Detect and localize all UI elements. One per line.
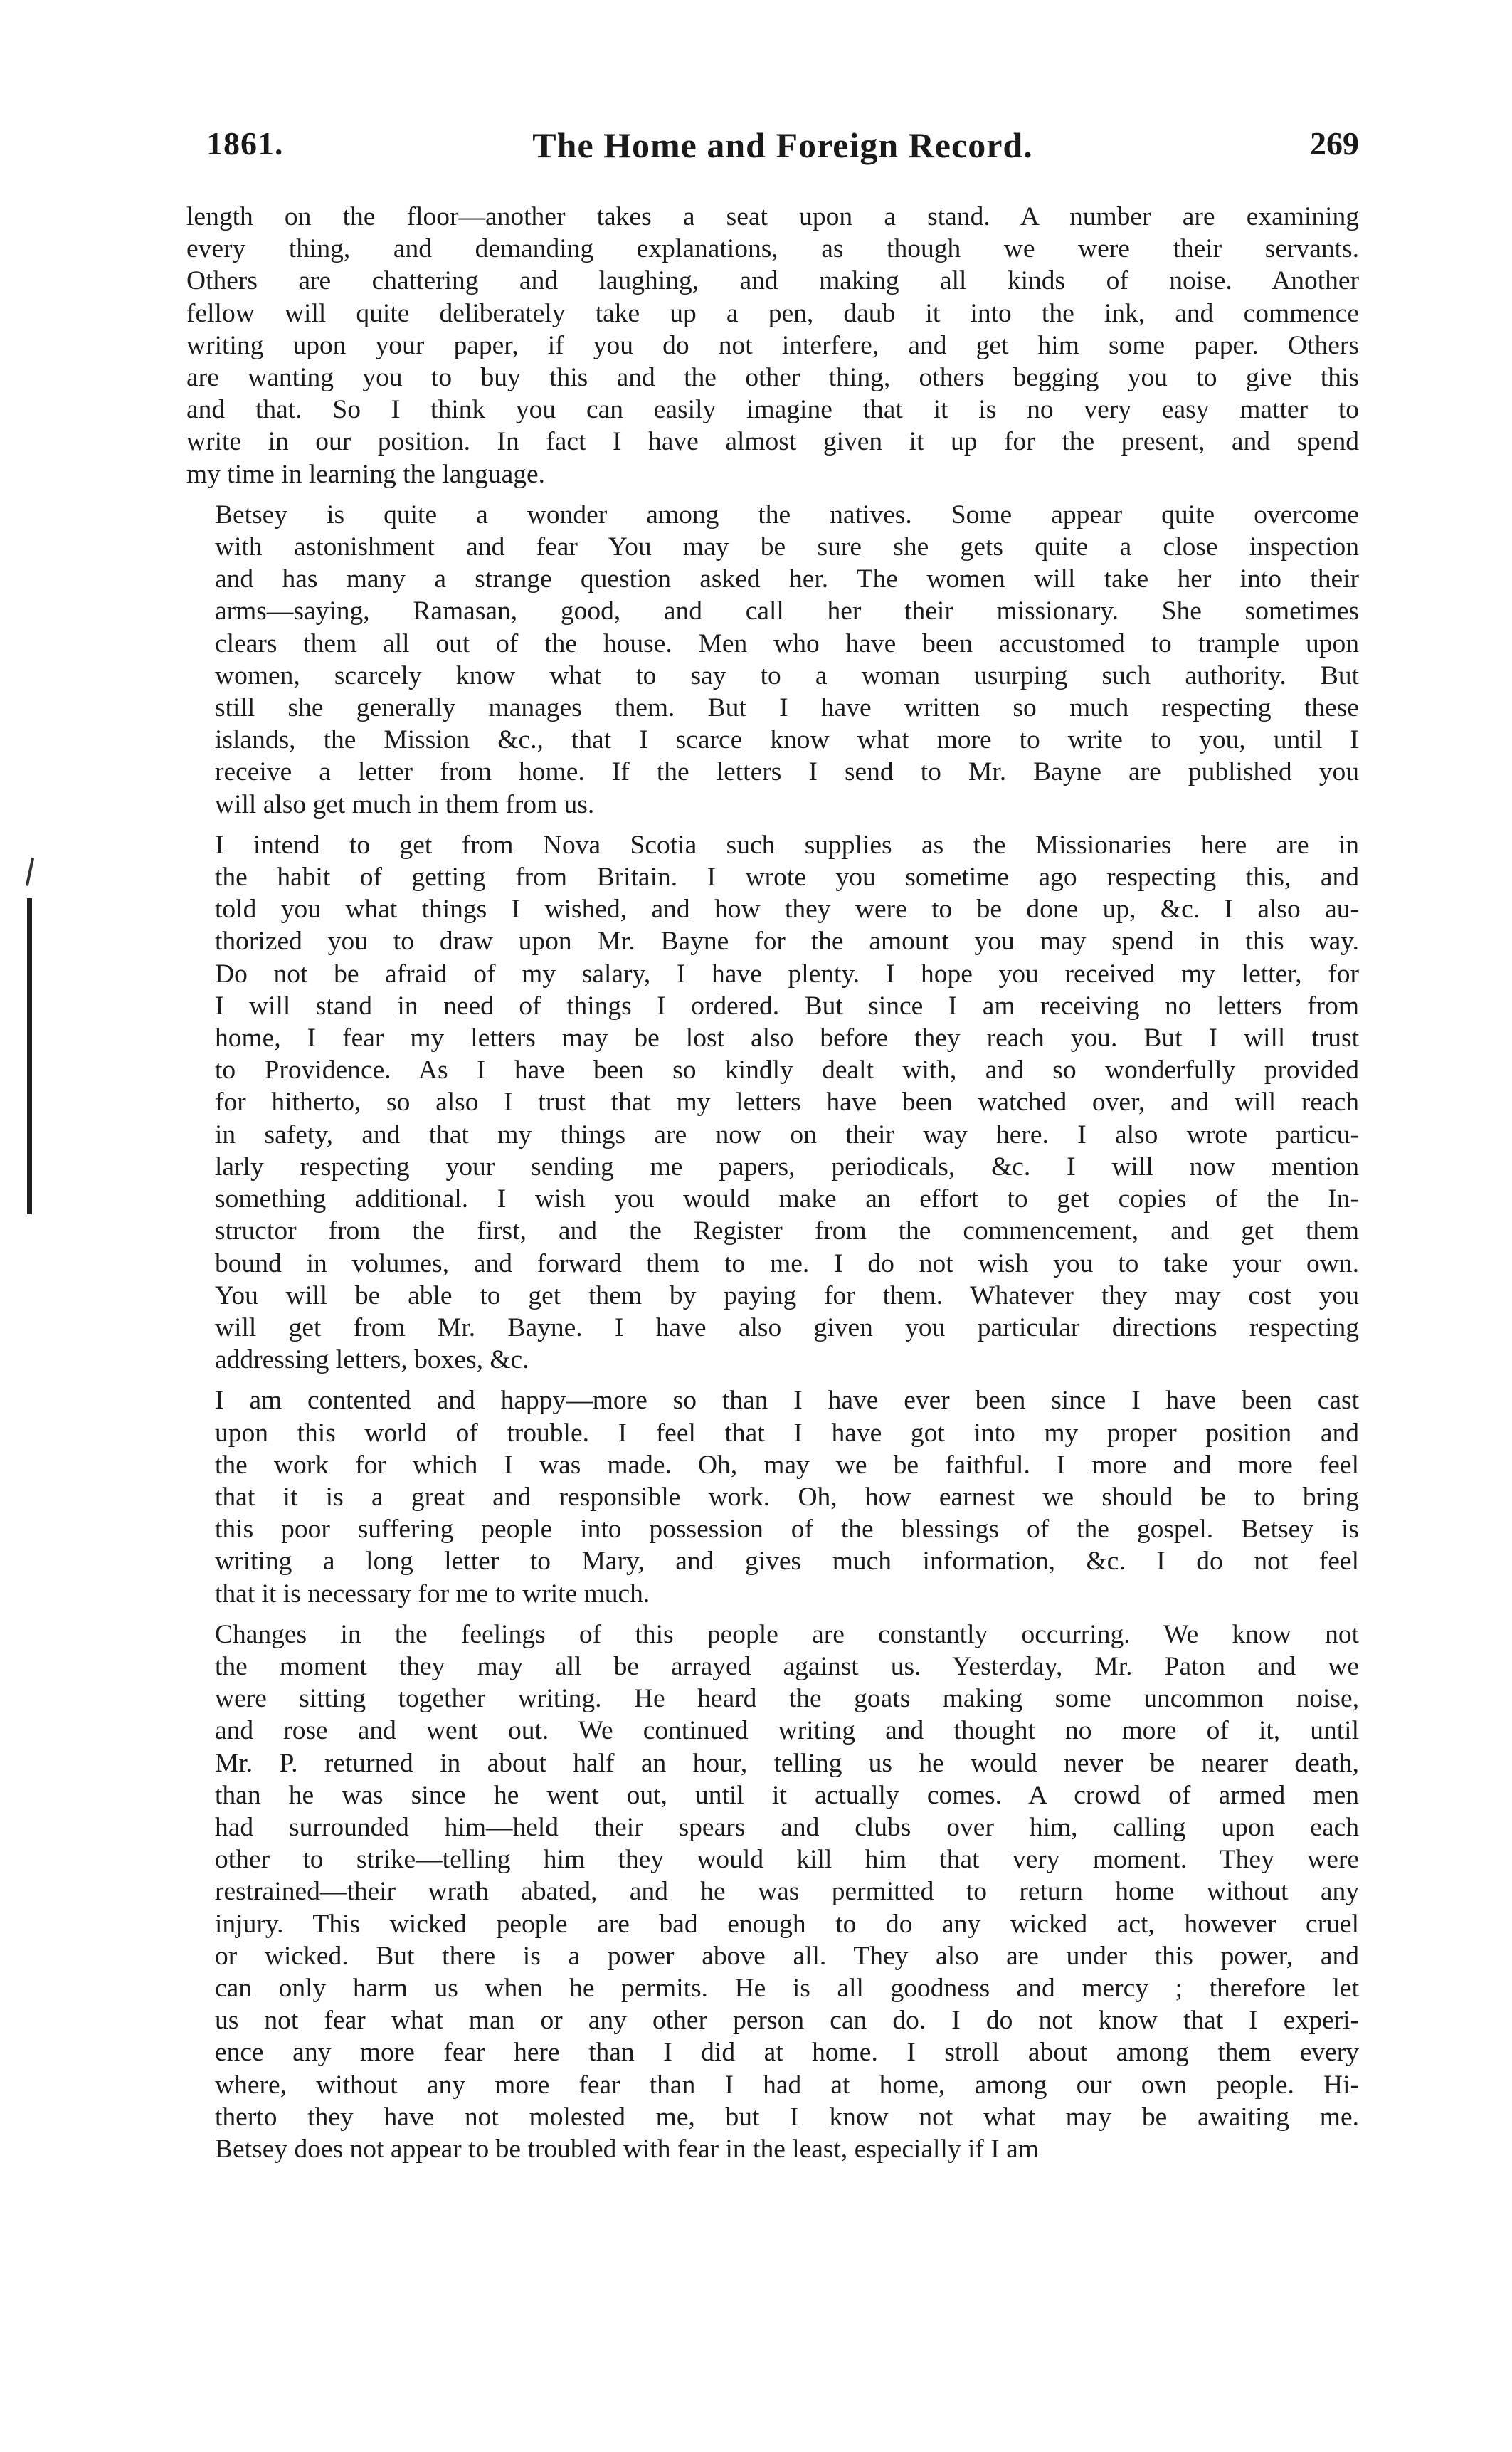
paragraph-p4 bbox=[186, 1384, 1359, 1609]
text-line: write in our position. In fact I have almost given it up for the present, and spend bbox=[186, 427, 1359, 457]
text-line: can only harm us when he permits. He is all goodness and mercy ; therefore let bbox=[215, 1973, 1359, 2003]
text-line: with astonishment and fear You may be sure she gets quite a close inspection bbox=[215, 532, 1359, 562]
paragraph-p3 bbox=[186, 829, 1359, 1376]
text-line: bound in volumes, and forward them to me. I do not wish you to take your own. bbox=[215, 1248, 1359, 1278]
text-line: Others are chattering and laughing, and making all kinds of noise. Another bbox=[186, 266, 1359, 296]
text-line: told you what things I wished, and how they were to be done up, &c. I also au- bbox=[215, 895, 1359, 925]
text-line: and that. So I think you can easily imagine that it is no very easy matter to bbox=[186, 395, 1359, 425]
text-line: other to strike—telling him they would kill him that very moment. They were bbox=[215, 1845, 1359, 1875]
text-line: something additional. I wish you would make an effort to get copies of the In- bbox=[215, 1184, 1359, 1214]
text-line: or wicked. But there is a power above all. They also are under this power, and bbox=[215, 1941, 1359, 1971]
text-line: length on the floor—another takes a seat upon a stand. A number are examining bbox=[186, 202, 1359, 231]
text-line: larly respecting your sending me papers, periodicals, &c. I will now mention bbox=[215, 1152, 1359, 1182]
journal-title: The Home and Foreign Record. bbox=[532, 125, 1033, 165]
text-line: than he was since he went out, until it actually comes. A crowd of armed men bbox=[215, 1780, 1359, 1810]
text-line: the habit of getting from Britain. I wrote you sometime ago respecting this, and bbox=[215, 863, 1359, 893]
text-line: had surrounded him—held their spears and clubs over him, calling upon each bbox=[215, 1812, 1359, 1842]
text-line: addressing letters, boxes, &c. bbox=[215, 1345, 529, 1375]
text-line: this poor suffering people into possession of the blessings of the gospel. Betsey is bbox=[215, 1515, 1359, 1545]
text-line: therto they have not molested me, but I know not what may be awaiting me. bbox=[215, 2102, 1359, 2132]
text-line: and has many a strange question asked her. The women will take her into their bbox=[215, 564, 1359, 594]
paragraph-p1 bbox=[186, 201, 1359, 490]
header-year: 1861. bbox=[206, 125, 284, 162]
text-line: clears them all out of the house. Men who have been accustomed to trample upon bbox=[215, 628, 1359, 658]
text-line: women, scarcely know what to say to a woman usurping such authority. But bbox=[215, 661, 1359, 690]
text-line: us not fear what man or any other person can do. I do not know that I experi- bbox=[215, 2006, 1359, 2036]
text-line: for hitherto, so also I trust that my letters have been watched over, and will reach bbox=[215, 1088, 1359, 1117]
text-line: structor from the first, and the Register from the commencement, and get them bbox=[215, 1216, 1359, 1246]
text-line: were sitting together writing. He heard the goats making some uncommon noise, bbox=[215, 1684, 1359, 1714]
text-line: receive a letter from home. If the letters I send to Mr. Bayne are published you bbox=[215, 757, 1359, 787]
text-line: my time in learning the language. bbox=[186, 459, 546, 489]
text-line: and rose and went out. We continued writing and thought no more of it, until bbox=[215, 1716, 1359, 1746]
text-line: upon this world of trouble. I feel that I have got into my proper position and bbox=[215, 1418, 1359, 1448]
text-line: are wanting you to buy this and the other thing, others begging you to give this bbox=[186, 363, 1359, 393]
text-line: the moment they may all be arrayed against us. Yesterday, Mr. Paton and we bbox=[215, 1651, 1359, 1681]
text-line: will also get much in them from us. bbox=[215, 789, 595, 819]
text-line: will get from Mr. Bayne. I have also given you particular directions respecting bbox=[215, 1312, 1359, 1342]
text-line: every thing, and demanding explanations, as though we were their servants. bbox=[186, 234, 1359, 264]
text-line: thorized you to draw upon Mr. Bayne for the amount you may spend in this way. bbox=[215, 927, 1359, 957]
text-line: ence any more fear here than I did at home. I stroll about among them every bbox=[215, 2038, 1359, 2068]
margin-mark bbox=[26, 858, 34, 886]
page-number: 269 bbox=[1310, 125, 1359, 162]
running-header bbox=[206, 125, 1359, 181]
text-line: restrained—their wrath abated, and he was permitted to return home without any bbox=[215, 1877, 1359, 1907]
text-line: in safety, and that my things are now on their way here. I also wrote particu- bbox=[215, 1120, 1359, 1149]
text-line: injury. This wicked people are bad enough to do any wicked act, however cruel bbox=[215, 1909, 1359, 1939]
text-line: writing a long letter to Mary, and gives much information, &c. I do not feel bbox=[215, 1547, 1359, 1577]
text-line: that it is necessary for me to write much. bbox=[215, 1579, 650, 1609]
text-line: Betsey is quite a wonder among the natives. Some appear quite overcome bbox=[215, 500, 1359, 530]
paragraph-p5 bbox=[186, 1619, 1359, 2165]
text-line: Mr. P. returned in about half an hour, telling us he would never be nearer death, bbox=[215, 1748, 1359, 1778]
text-line: I will stand in need of things I ordered. But since I am receiving no letters from bbox=[215, 991, 1359, 1021]
text-line: I intend to get from Nova Scotia such supplies as the Missionaries here are in bbox=[215, 830, 1359, 860]
text-line: home, I fear my letters may be lost also before they reach you. But I will trust bbox=[215, 1024, 1359, 1053]
text-line: the work for which I was made. Oh, may we be faithful. I more and more feel bbox=[215, 1450, 1359, 1480]
text-line: writing upon your paper, if you do not interfere, and get him some paper. Others bbox=[186, 330, 1359, 360]
paragraph-p2 bbox=[186, 499, 1359, 821]
text-line: Betsey does not appear to be troubled with fear in the least, especially if I am bbox=[215, 2134, 1039, 2164]
text-line: fellow will quite deliberately take up a pen, daub it into the ink, and commence bbox=[186, 298, 1359, 328]
text-line: Changes in the feelings of this people are constantly occurring. We know not bbox=[215, 1619, 1359, 1649]
text-line: that it is a great and responsible work. Oh, how earnest we should be to bring bbox=[215, 1482, 1359, 1512]
text-line: arms—saying, Ramasan, good, and call her their missionary. She sometimes bbox=[215, 596, 1359, 626]
text-line: islands, the Mission &c., that I scarce know what more to write to you, until I bbox=[215, 725, 1359, 755]
margin-bar bbox=[27, 898, 32, 1214]
text-line: I am contented and happy—more so than I have ever been since I have been cast bbox=[215, 1386, 1359, 1416]
text-line: Do not be afraid of my salary, I have plenty. I hope you received my letter, for bbox=[215, 959, 1359, 989]
text-line: where, without any more fear than I had at home, among our own people. Hi- bbox=[215, 2070, 1359, 2100]
text-line: to Providence. As I have been so kindly dealt with, and so wonderfully provided bbox=[215, 1056, 1359, 1085]
text-line: You will be able to get them by paying for them. Whatever they may cost you bbox=[215, 1280, 1359, 1310]
article-body bbox=[186, 201, 1359, 2165]
text-line: still she generally manages them. But I have written so much respecting these bbox=[215, 693, 1359, 723]
